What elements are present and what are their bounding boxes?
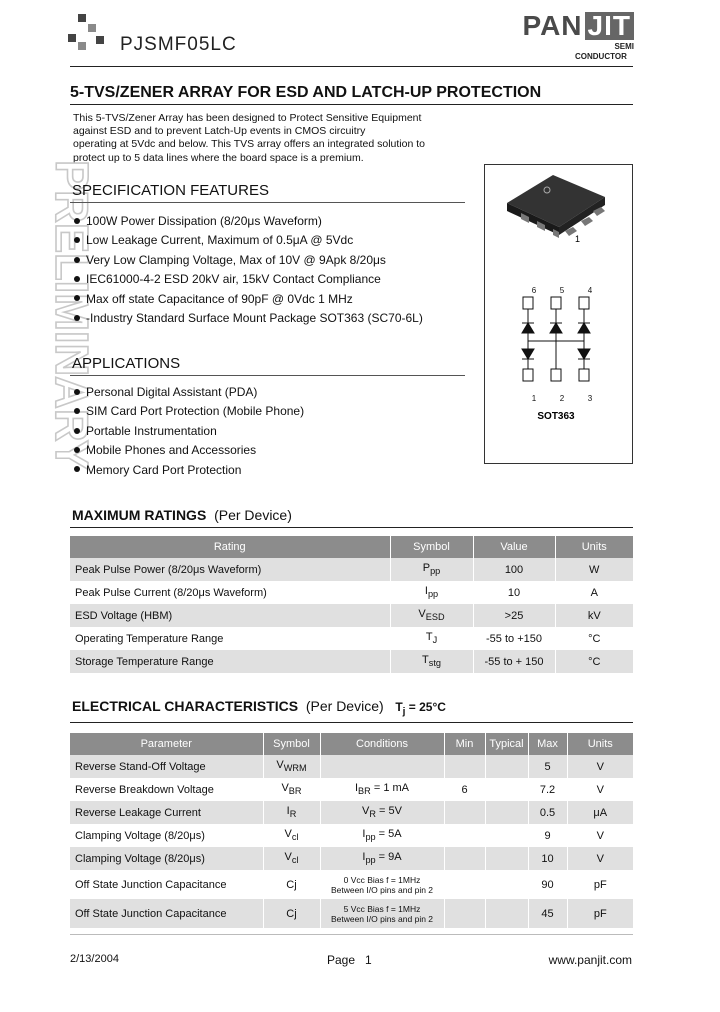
max-ratings-heading (72, 507, 292, 523)
applications-rule (70, 375, 465, 376)
title-divider (70, 104, 633, 105)
features-list (74, 212, 423, 328)
bullet-icon (74, 237, 80, 243)
column-header: Typical (485, 733, 528, 755)
bullet-icon (74, 218, 80, 224)
table-row: Off State Junction Capacitance Cj 5 Vcc Bias f = 1MHz Between I/O pins and pin 2 45 pF (70, 899, 633, 928)
column-header: Symbol (390, 536, 473, 558)
brand-jit: JIT (585, 12, 634, 40)
svg-text:PRELIMINARY: PRELIMINARY (46, 160, 98, 476)
package-illustration (485, 165, 634, 465)
brand-conductor: CONDUCTOR (575, 52, 627, 61)
electrical-suffix: (Per Device) (305, 698, 384, 714)
company-logo-mark (68, 14, 104, 50)
intro-line: This 5-TVS/Zener Array has been designed to Protect Sensitive Equipment (73, 112, 422, 124)
bullet-icon (74, 315, 80, 321)
bullet-icon (74, 276, 80, 282)
list-item: Low Leakage Current, Maximum of 0.5μA @ 5Vdc (74, 231, 423, 250)
column-header: Value (473, 536, 555, 558)
pin-label: 6 (531, 286, 537, 295)
features-rule (70, 202, 465, 203)
bullet-icon (74, 389, 80, 395)
max-ratings-title: MAXIMUM RATINGS (72, 507, 207, 523)
column-header: Min (444, 733, 485, 755)
package-name: SOT363 (537, 411, 575, 422)
table-row: Off State Junction Capacitance Cj 0 Vcc Bias f = 1MHz Between I/O pins and pin 2 90 pF (70, 870, 633, 899)
table-row: ESD Voltage (HBM) $V_{ESD}$ >25 kV (70, 604, 633, 627)
list-item: -Industry Standard Surface Mount Package SOT363 (SC70-6L) (74, 309, 423, 328)
table-row: Reverse Leakage Current $I_R$ $V_R = 5V$ 0.5 μA (70, 801, 633, 824)
table-row: Reverse Stand-Off Voltage $V_{WRM}$ 5 V (70, 755, 633, 778)
bullet-icon (74, 295, 80, 301)
intro-line: protect up to 5 data lines where the board space is a premium. (73, 151, 364, 164)
table-row: Reverse Breakdown Voltage $V_{BR}$ $I_{BR} = 1$ mA 6 7.2 V (70, 778, 633, 801)
pin-label: 1 (531, 394, 537, 403)
brand-logo (522, 12, 634, 51)
pin1-label: 1 (575, 234, 581, 244)
footer-url: www.panjit.com (548, 953, 632, 967)
table-row: Clamping Voltage (8/20μs) $V_{cl}$ $I_{pp} = 5A$ 9 V (70, 824, 633, 847)
list-item: Memory Card Port Protection (74, 461, 304, 480)
column-header: Units (567, 733, 633, 755)
pin-label: 5 (559, 286, 565, 295)
page-title: 5-TVS/ZENER ARRAY FOR ESD AND LATCH-UP PROTECTION (70, 84, 542, 101)
column-header: Max (528, 733, 567, 755)
list-item: SIM Card Port Protection (Mobile Phone) (74, 402, 304, 421)
column-header: Units (555, 536, 633, 558)
list-item: Mobile Phones and Accessories (74, 441, 304, 460)
brand-pan: PAN (522, 10, 583, 41)
brand-semi: SEMI (614, 42, 634, 51)
column-header: Conditions (320, 733, 444, 755)
list-item: Very Low Clamping Voltage, Max of 10V @ 9Apk 8/20μs (74, 251, 423, 270)
temperature-condition: $T_j = 25^\circ C$ (395, 700, 446, 718)
bullet-icon (74, 408, 80, 414)
footer-page: Page 1 (327, 953, 372, 967)
part-number: PJSMF05LC (120, 34, 237, 55)
preliminary-watermark (12, 155, 98, 476)
electrical-heading (72, 698, 446, 717)
table-row: Peak Pulse Current (8/20μs Waveform) $I_{pp}$ 10 A (70, 581, 633, 604)
list-item: Portable Instrumentation (74, 422, 304, 441)
pin-label: 4 (587, 286, 593, 295)
applications-heading: APPLICATIONS (72, 355, 181, 372)
list-item: IEC61000-4-2 ESD 20kV air, 15kV Contact Compliance (74, 270, 423, 289)
bullet-icon (74, 428, 80, 434)
max-ratings-table (70, 536, 633, 673)
max-ratings-rule (70, 527, 633, 528)
pin-label: 2 (559, 394, 565, 403)
list-item: Max off state Capacitance of 90pF @ 0Vdc 1 MHz (74, 290, 423, 309)
electrical-table (70, 733, 633, 928)
table-row: Operating Temperature Range $T_J$ -55 to +150 °C (70, 627, 633, 650)
column-header: Symbol (263, 733, 320, 755)
table-header-row (70, 536, 633, 558)
table-row: Clamping Voltage (8/20μs) $V_{cl}$ $I_{pp} = 9A$ 10 V (70, 847, 633, 870)
table-row: Storage Temperature Range $T_{stg}$ -55 to + 150 °C (70, 650, 633, 673)
intro-line: operating at 5Vdc and below. This TVS array offers an integrated solution to (73, 138, 425, 151)
list-item: Personal Digital Assistant (PDA) (74, 383, 304, 402)
schematic-diagram (522, 297, 590, 381)
list-item: 100W Power Dissipation (8/20μs Waveform) (74, 212, 423, 231)
column-header: Rating (70, 536, 390, 558)
column-header: Parameter (70, 733, 263, 755)
pin-label: 3 (587, 394, 593, 403)
max-ratings-suffix: (Per Device) (214, 507, 292, 523)
intro-paragraph (73, 112, 473, 165)
electrical-rule (70, 722, 633, 723)
electrical-title: ELECTRICAL CHARACTERISTICS (72, 698, 299, 714)
applications-list (74, 383, 304, 480)
header-divider (70, 66, 633, 67)
table-header-row (70, 733, 633, 755)
footer-date: 2/13/2004 (70, 953, 119, 965)
intro-line: against ESD and to prevent Latch-Up events in CMOS circuitry (73, 125, 366, 138)
bullet-icon (74, 257, 80, 263)
table-row: Peak Pulse Power (8/20μs Waveform) $P_{pp}$ 100 W (70, 558, 633, 581)
features-heading: SPECIFICATION FEATURES (72, 182, 269, 199)
chip-3d-icon (507, 175, 605, 238)
bullet-icon (74, 466, 80, 472)
table-bottom-rule (70, 934, 633, 935)
bullet-icon (74, 447, 80, 453)
package-diagram-box (484, 164, 633, 464)
